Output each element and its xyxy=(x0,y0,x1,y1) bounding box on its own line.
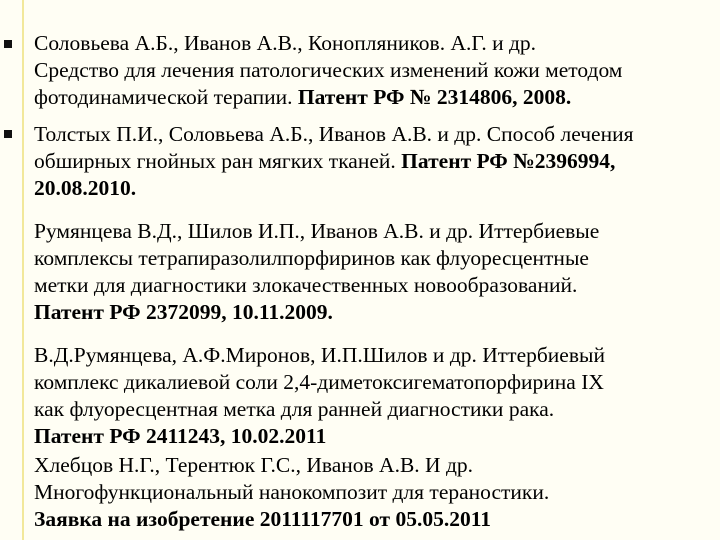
reference-line: фотодинамической терапии. Патент РФ № 2314806, 2008. xyxy=(34,85,572,109)
reference-line: обширных гнойных ран мягких тканей. Патент РФ №2396994, xyxy=(34,149,616,173)
reference-line: В.Д.Румянцева, А.Ф.Миронов, И.П.Шилов и др. Иттербиевый xyxy=(34,343,605,367)
reference-line: метки для диагностики злокачественных новообразований. xyxy=(34,273,578,297)
reference-line: Соловьева А.Б., Иванов А.В., Конопляников. А.Г. и др. xyxy=(34,31,537,55)
reference-item xyxy=(34,452,718,533)
reference-line: Патент РФ 2372099, 10.11.2009. xyxy=(34,300,333,324)
reference-item xyxy=(34,30,718,111)
bullet-icon xyxy=(4,40,12,48)
reference-line: как флуоресцентная метка для ранней диагностики рака. xyxy=(34,397,555,421)
reference-item xyxy=(34,342,718,450)
reference-line: Толстых П.И., Соловьева А.Б., Иванов А.В. и др. Способ лечения xyxy=(34,122,634,146)
reference-line: комплекс дикалиевой соли 2,4-диметоксигематопорфирина IX xyxy=(34,370,604,394)
reference-line: Хлебцов Н.Г., Терентюк Г.С., Иванов А.В. И др. xyxy=(34,453,474,477)
reference-line: Патент РФ 2411243, 10.02.2011 xyxy=(34,424,327,448)
reference-line: Румянцева В.Д., Шилов И.П., Иванов А.В. и др. Иттербиевые xyxy=(34,219,600,243)
reference-line: Многофункциональный нанокомпозит для тераностики. xyxy=(34,480,550,504)
bullet-icon xyxy=(4,130,12,138)
reference-line: Средство для лечения патологических изменений кожи методом xyxy=(34,58,623,82)
reference-line: Заявка на изобретение 2011117701 от 05.05.2011 xyxy=(34,507,492,531)
reference-item xyxy=(34,121,718,202)
reference-item xyxy=(34,218,718,326)
reference-line: 20.08.2010. xyxy=(34,176,137,200)
reference-line: комплексы тетрапиразолилпорфиринов как флуоресцентные xyxy=(34,246,589,270)
